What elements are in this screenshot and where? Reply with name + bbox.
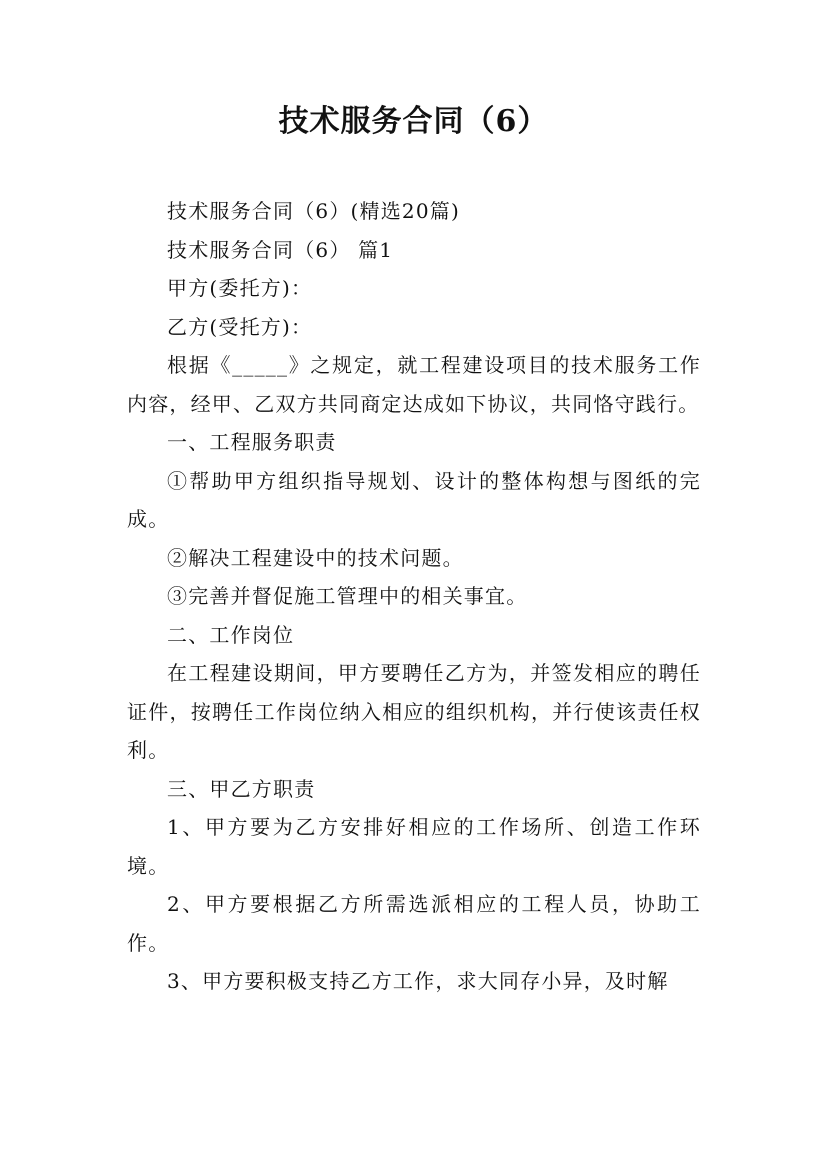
paragraph-party-duty-2: 2、甲方要根据乙方所需选派相应的工程人员，协助工作。 xyxy=(127,892,701,955)
paragraph-party-duty-1: 1、甲方要为乙方安排好相应的工作场所、创造工作环境。 xyxy=(127,815,701,878)
paragraph-subtitle: 技术服务合同（6）(精选20篇) xyxy=(167,199,460,223)
paragraph-work-post: 在工程建设期间，甲方要聘任乙方为，并签发相应的聘任证件，按聘任工作岗位纳入相应的组织机构，并行使该责任权利。 xyxy=(127,661,701,762)
heading-party-duties: 三、甲乙方职责 xyxy=(167,776,316,801)
heading-work-post: 二、工作岗位 xyxy=(167,622,295,647)
paragraph-party-a: 甲方(委托方)： xyxy=(167,276,313,300)
document-title: 技术服务合同（6） xyxy=(278,104,549,139)
heading-service-duties: 一、工程服务职责 xyxy=(167,430,337,454)
paragraph-duty-1: ①帮助甲方组织指导规划、设计的整体构想与图纸的完成。 xyxy=(127,468,701,531)
paragraph-preamble: 根据《_____》之规定，就工程建设项目的技术服务工作内容，经甲、乙双方共同商定达成如下协议，共同恪守践行。 xyxy=(127,353,701,416)
document-body xyxy=(127,192,701,1001)
paragraph-party-duty-3: 3、甲方要积极支持乙方工作，求大同存小异，及时解 xyxy=(167,969,669,993)
paragraph-duty-2: ②解决工程建设中的技术问题。 xyxy=(167,545,464,570)
paragraph-section-heading: 技术服务合同（6） 篇1 xyxy=(167,237,394,262)
paragraph-duty-3: ③完善并督促施工管理中的相关事宜。 xyxy=(167,584,528,608)
paragraph-party-b: 乙方(受托方)： xyxy=(167,314,313,339)
